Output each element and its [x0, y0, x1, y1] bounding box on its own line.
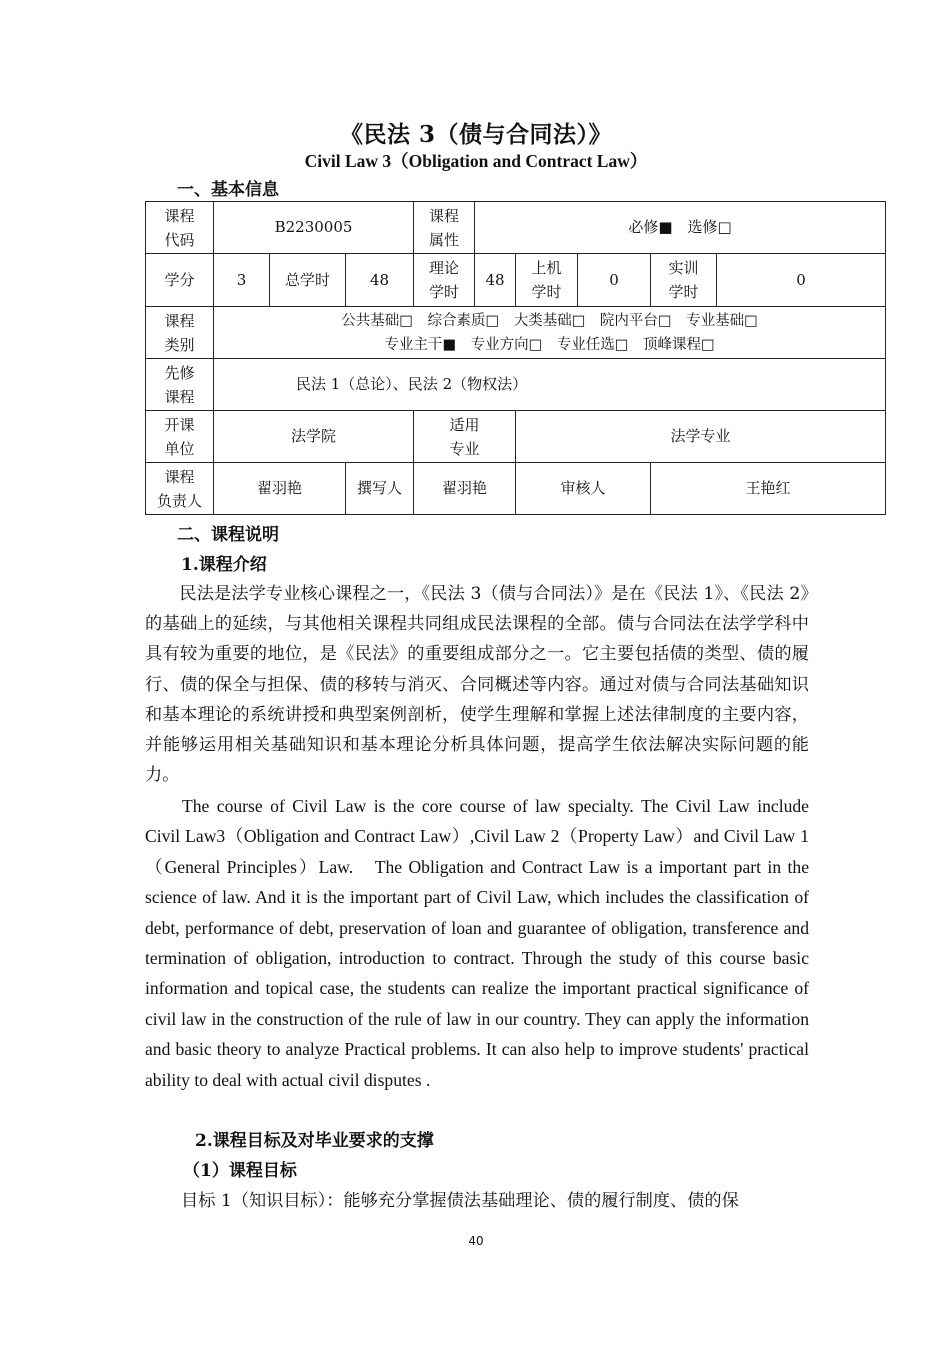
table-row: [146, 463, 886, 515]
section-heading-basic-info: 一、基本信息: [177, 180, 279, 200]
offering-unit-value: 法学院: [214, 411, 414, 463]
subheading-course-objectives: 2.课程目标及对毕业要求的支撑: [195, 1131, 434, 1151]
applicable-major-label: 适用 专业: [414, 411, 516, 463]
table-row: [146, 411, 886, 463]
subheading-objectives: （1）课程目标: [183, 1161, 297, 1181]
practice-hours-value: 0: [717, 254, 886, 307]
course-code-label: 课程 代码: [146, 202, 214, 254]
credit-value: 3: [214, 254, 270, 307]
course-attr-value: 必修■ 选修□: [475, 202, 886, 254]
table-row: [146, 307, 886, 359]
practice-hours-label: 实训 学时: [651, 254, 717, 307]
lab-hours-label: 上机 学时: [516, 254, 578, 307]
intro-paragraph-en: The course of Civil Law is the core course of law specialty. The Civil Law include Civil Law3（Obligation and Contract Law）,Civil Law 2（Property Law）and Civil Law 1（General Principles）Law. The Obligation and Contract Law is a important part in the science of law. And it is the important part of Civil Law, which includes the classification of debt, performance of debt, preservation of loan and guarantee of obligation, transference and termination of obligation, introduction to contract. Through the study of this course basic information and topical case, the students can realize the important practical significance of civil law in the construction of the rule of law in our country. They can apply the information and basic theory to analyze Practical problems. It can also help to improve students' practical ability to deal with actual civil disputes .: [145, 796, 827, 1090]
doc-title-en: Civil Law 3（Obligation and Contract Law）: [304, 151, 648, 171]
writer-label: 撰写人: [346, 463, 414, 515]
prerequisite-value: 民法 1（总论）、民法 2（物权法）: [214, 359, 886, 411]
table-row: [146, 202, 886, 254]
theory-hours-value: 48: [475, 254, 516, 307]
course-category-value: 公共基础□ 综合素质□ 大类基础□ 院内平台□ 专业基础□ 专业主干■ 专业方向□ 专业任选□ 顶峰课程□: [214, 307, 886, 359]
course-owner-value: 翟羽艳: [214, 463, 346, 515]
lab-hours-value: 0: [578, 254, 651, 307]
basic-info-table: [145, 201, 886, 515]
reviewer-label: 审核人: [516, 463, 651, 515]
total-hours-label: 总学时: [270, 254, 346, 307]
doc-title-cn: 《民法 3（债与合同法）》: [339, 121, 612, 148]
goal-1-text: 目标 1（知识目标）：能够充分掌握债法基础理论、债的履行制度、债的保: [181, 1191, 739, 1211]
offering-unit-label: 开课 单位: [146, 411, 214, 463]
section-heading-course-description: 二、课程说明: [177, 525, 279, 545]
theory-hours-label: 理论 学时: [414, 254, 475, 307]
table-row: [146, 359, 886, 411]
credit-label: 学分: [146, 254, 214, 307]
page-number: 40: [468, 1234, 484, 1248]
intro-paragraph-cn: 民法是法学专业核心课程之一，《民法 3（债与合同法）》是在《民法 1》、《民法 2》的基础上的延续，与其他相关课程共同组成民法课程的全部。债与合同法在法学学科中具有较为重要的地位，是《民法》的重要组成部分之一。它主要包括债的类型、债的履行、债的保全与担保、债的移转与消灭、合同概述等内容。通过对债与合同法基础知识和基本理论的系统讲授和典型案例剖析，使学生理解和掌握上述法律制度的主要内容，并能够运用相关基础知识和基本理论分析具体问题，提高学生依法解决实际问题的能力。: [145, 584, 809, 786]
total-hours-value: 48: [346, 254, 414, 307]
applicable-major-value: 法学专业: [516, 411, 886, 463]
subheading-course-intro: 1.课程介绍: [181, 555, 267, 575]
prerequisite-label: 先修 课程: [146, 359, 214, 411]
course-code-value: B2230005: [214, 202, 414, 254]
table-row: [146, 254, 886, 307]
writer-value: 翟羽艳: [414, 463, 516, 515]
course-owner-label: 课程 负责人: [146, 463, 214, 515]
reviewer-value: 王艳红: [651, 463, 886, 515]
course-attr-label: 课程 属性: [414, 202, 475, 254]
course-category-label: 课程 类别: [146, 307, 214, 359]
